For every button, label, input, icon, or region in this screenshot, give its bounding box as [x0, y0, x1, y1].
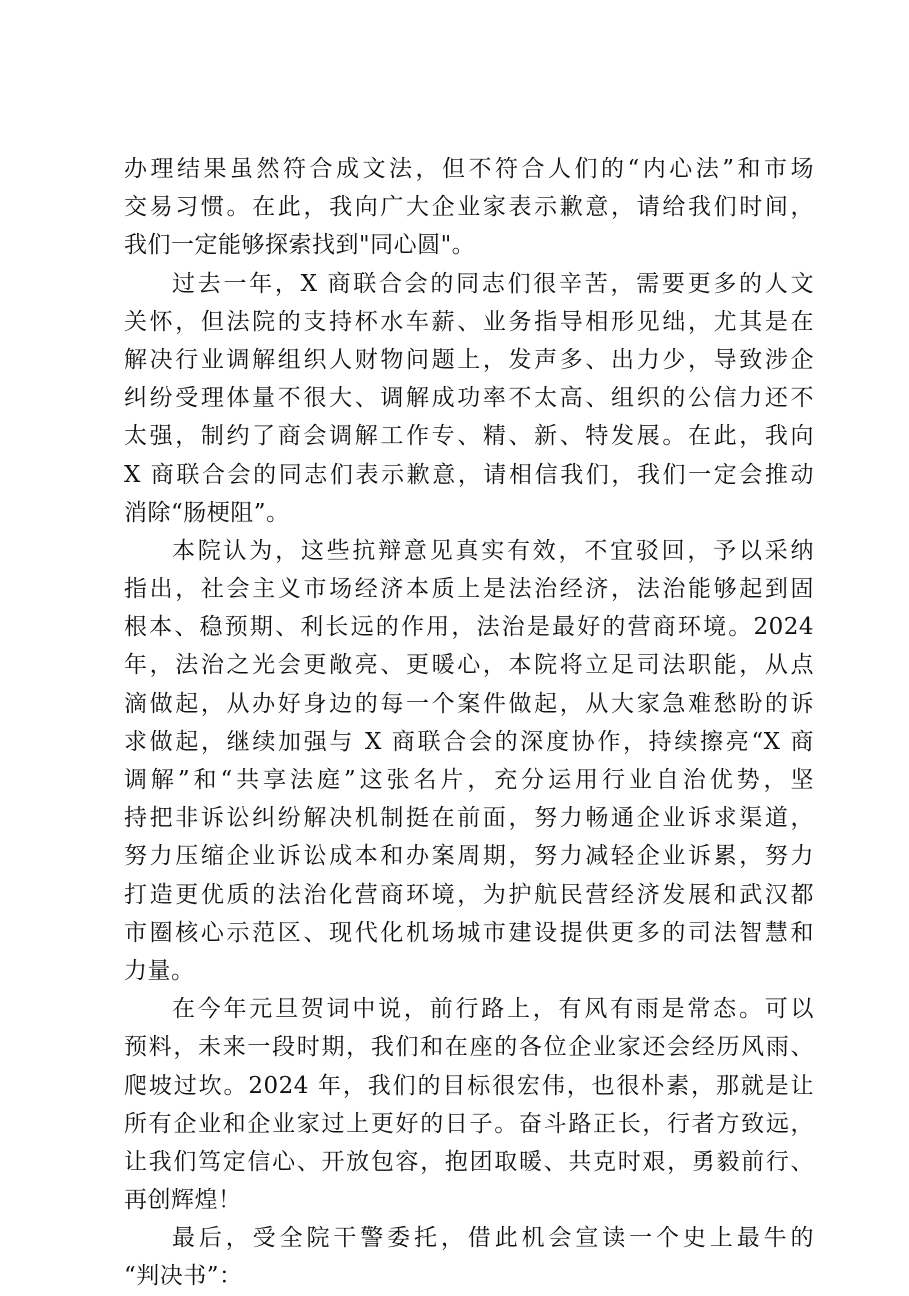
text-line: 关怀，但法院的支持杯水车薪、业务指导相形见绌，尤其是在 [124, 308, 814, 335]
text-line: 再创辉煌！ [124, 1187, 242, 1214]
text-line: 力量。 [124, 957, 195, 984]
text-line: 市圈核心示范区、现代化机场城市建设提供更多的司法智慧和 [124, 919, 814, 946]
paragraph-first-line: 本院认为，这些抗辩意见真实有效，不宜驳回，予以采纳 [172, 537, 814, 564]
document-body [124, 150, 814, 1296]
text-line: 交易习惯。在此，我向广大企业家表示歉意，请给我们时间， [124, 194, 814, 221]
text-line: 消除“肠梗阻”。 [124, 499, 290, 526]
text-line: 预料，未来一段时期，我们和在座的各位企业家还会经历风雨、 [124, 1034, 814, 1061]
text-line: 持把非诉讼纠纷解决机制挺在前面，努力畅通企业诉求渠道， [124, 805, 814, 832]
text-line: 年，法治之光会更敞亮、更暖心，本院将立足司法职能，从点 [124, 652, 814, 679]
text-line: 努力压缩企业诉讼成本和办案周期，努力减轻企业诉累，努力 [124, 843, 814, 870]
text-line: 纠纷受理体量不很大、调解成功率不太高、组织的公信力还不 [124, 385, 814, 412]
paragraph-first-line: 最后，受全院干警委托，借此机会宣读一个史上最牛的 [172, 1225, 814, 1252]
text-line: 所有企业和企业家过上更好的日子。奋斗路正长，行者方致远， [124, 1110, 814, 1137]
text-line: X 商联合会的同志们表示歉意，请相信我们，我们一定会推动 [124, 461, 814, 488]
text-line: 滴做起，从办好身边的每一个案件做起，从大家急难愁盼的诉 [124, 690, 814, 717]
text-line: 让我们笃定信心、开放包容，抱团取暖、共克时艰，勇毅前行、 [124, 1148, 814, 1175]
text-line: 打造更优质的法治化营商环境，为护航民营经济发展和武汉都 [124, 881, 814, 908]
text-line: 根本、稳预期、利长远的作用，法治是最好的营商环境。2024 [124, 614, 814, 641]
text-line: 办理结果虽然符合成文法，但不符合人们的“内心法”和市场 [124, 156, 814, 182]
text-line: 求做起，继续加强与 X 商联合会的深度协作，持续擦亮“X 商 [124, 728, 814, 755]
text-line: 我们一定能够探索找到"同心圆"。 [124, 232, 476, 259]
text-line: 调解”和“共享法庭”这张名片，充分运用行业自治优势，坚 [124, 767, 814, 793]
text-line: 解决行业调解组织人财物问题上，发声多、出力少，导致涉企 [124, 346, 814, 373]
text-line: 爬坡过坎。2024 年，我们的目标很宏伟，也很朴素，那就是让 [124, 1072, 814, 1099]
text-line: 太强，制约了商会调解工作专、精、新、特发展。在此，我向 [124, 423, 814, 450]
text-line: “判决书”： [124, 1263, 243, 1290]
paragraph-first-line: 在今年元旦贺词中说，前行路上，有风有雨是常态。可以 [172, 996, 814, 1023]
text-line: 指出，社会主义市场经济本质上是法治经济，法治能够起到固 [124, 576, 814, 603]
paragraph-first-line: 过去一年，X 商联合会的同志们很辛苦，需要更多的人文 [172, 270, 814, 297]
